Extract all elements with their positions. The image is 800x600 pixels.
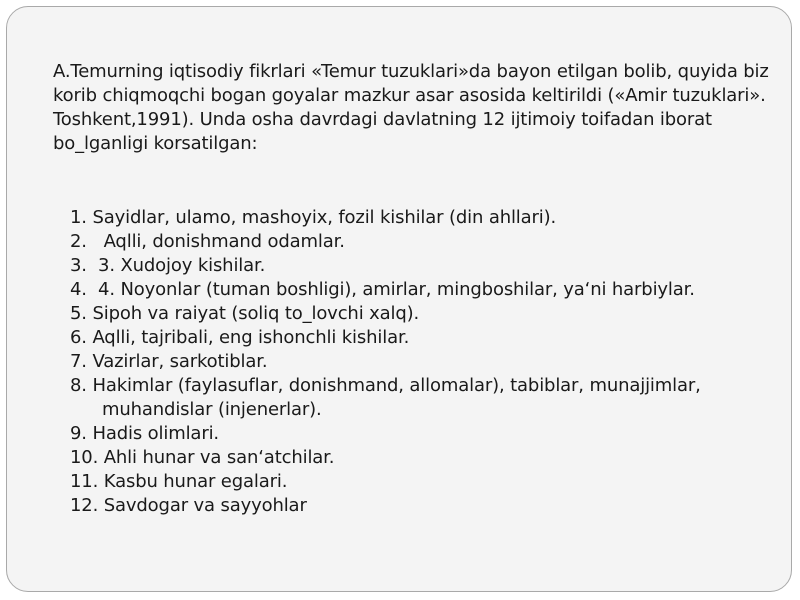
intro-paragraph: A.Temurning iqtisodiy fikrlari «Temur tuzuklari»da bayon etilgan bolib, quyida biz korib chiqmoqchi bogan goyalar mazkur asar asosida keltirildi («Amir tuzuklari». Toshkent,1991). Unda osha davrdagi davlatning 12 ijtimoiy toifadan iborat bo_lganligi korsatilgan: <box>53 61 769 154</box>
list-item: 9. Hadis olimlari. <box>70 423 219 444</box>
list-item: 5. Sipoh va raiyat (soliq to_lovchi xalq). <box>70 303 420 324</box>
list-item: 8. Hakimlar (faylasuflar, donishmand, allomalar), tabiblar, munajjimlar, <box>70 375 701 396</box>
list-item: 11. Kasbu hunar egalari. <box>70 471 288 492</box>
list-item: 7. Vazirlar, sarkotiblar. <box>70 351 268 372</box>
list-item: 6. Aqlli, tajribali, eng ishonchli kishilar. <box>70 327 410 348</box>
list-item-continuation: muhandislar (injenerlar). <box>102 399 322 420</box>
list-item: 1. Sayidlar, ulamo, mashoyix, fozil kishilar (din ahllari). <box>70 207 557 228</box>
list-item: 4. 4. Noyonlar (tuman boshligi), amirlar, mingboshilar, ya‘ni harbiylar. <box>70 279 695 300</box>
list-item: 12. Savdogar va sayyohlar <box>70 495 307 516</box>
category-list <box>70 206 770 518</box>
list-item: 10. Ahli hunar va san‘atchilar. <box>70 447 335 468</box>
list-item: 2. Aqlli, donishmand odamlar. <box>70 231 345 252</box>
list-item: 3. 3. Xudojoy kishilar. <box>70 255 266 276</box>
